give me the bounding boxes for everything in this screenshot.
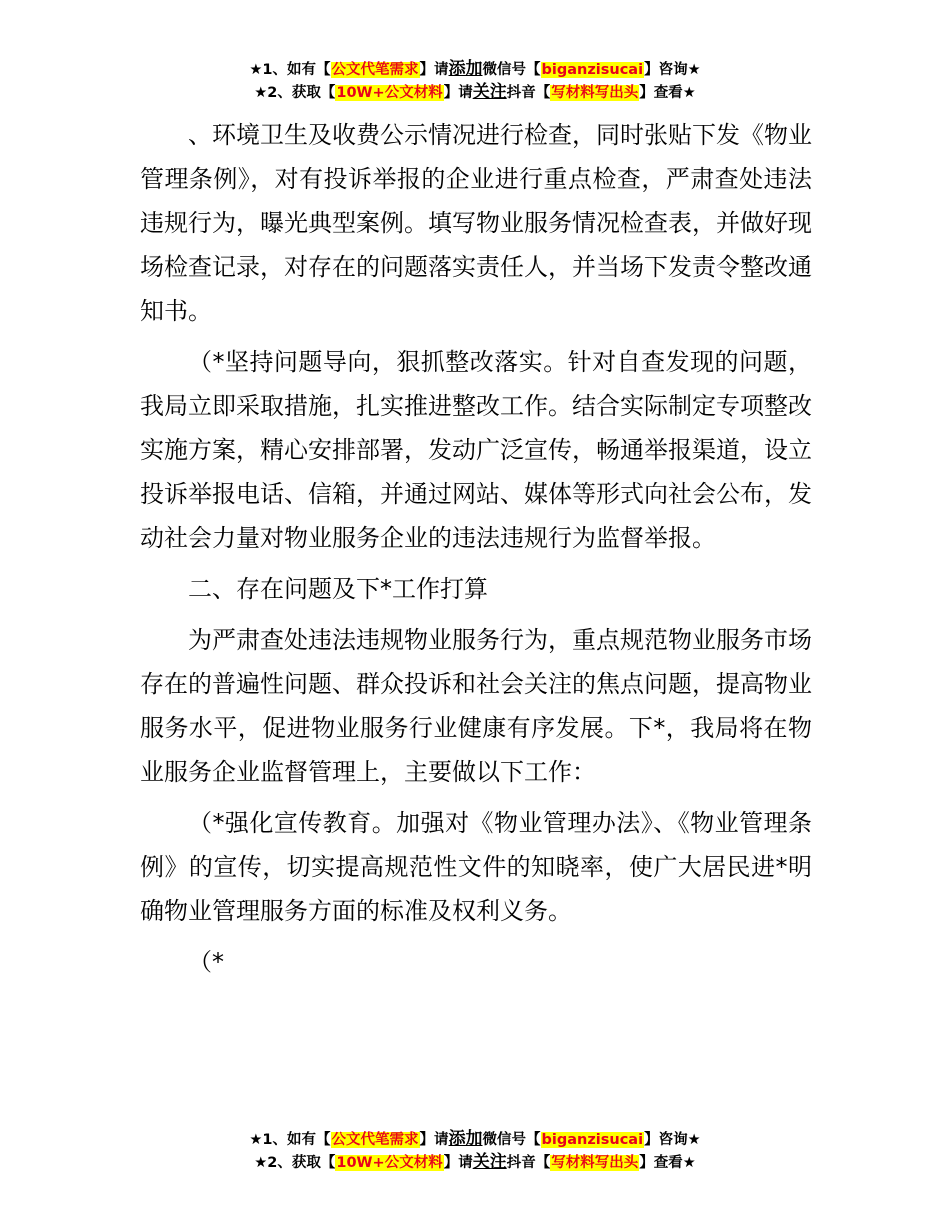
- highlight-ghostwriting: 公文代笔需求: [331, 1132, 419, 1148]
- banner-line-2: [0, 81, 950, 104]
- underlined-follow: 关注: [472, 1152, 507, 1172]
- banner-line-2: [0, 1151, 950, 1174]
- banner-text: 】咨询★: [644, 62, 701, 78]
- banner-text: ★2、获取【: [254, 1155, 336, 1171]
- banner-text: ★1、如有【: [249, 62, 331, 78]
- section-heading: 二、存在问题及下*工作打算: [188, 575, 488, 603]
- paragraph: （*强化宣传教育。加强对《物业管理办法》、《物业管理条例》的宣传，切实提高规范性文件的知晓率，使广大居民进*明确物业管理服务方面的标准及权利义务。: [140, 809, 812, 925]
- banner-text: 微信号【: [482, 62, 541, 78]
- highlight-douyin-account: 写材料写出头: [551, 85, 639, 101]
- highlight-wechat-id: biganzisucai: [541, 62, 644, 78]
- banner-text: 】请: [419, 1132, 449, 1148]
- paragraph: 、环境卫生及收费公示情况进行检查，同时张贴下发《物业管理条例》，对有投诉举报的企业进行重点检查，严肃查处违法违规行为，曝光典型案例。填写物业服务情况检查表，并做好现场检查记录，对存在的问题落实责任人，并当场下发责令整改通知书。: [140, 121, 812, 325]
- banner-line-1: [0, 58, 950, 81]
- footer-banner: [0, 1128, 950, 1174]
- banner-text: 抖音【: [506, 1155, 551, 1171]
- underlined-add: 添加: [448, 1129, 483, 1149]
- banner-text: 】咨询★: [644, 1132, 701, 1148]
- paragraph: （*: [188, 948, 224, 976]
- highlight-ghostwriting: 公文代笔需求: [331, 62, 419, 78]
- banner-line-1: [0, 1128, 950, 1151]
- underlined-add: 添加: [448, 59, 483, 79]
- banner-text: 】请: [443, 1155, 473, 1171]
- highlight-materials: 10W+公文材料: [336, 85, 443, 101]
- banner-text: 微信号【: [482, 1132, 541, 1148]
- paragraph: 为严肃查处违法违规物业服务行为，重点规范物业服务市场存在的普遍性问题、群众投诉和社会关注的焦点问题，提高物业服务水平，促进物业服务行业健康有序发展。下*，我局将在物业服务企业监督管理上，主要做以下工作：: [140, 626, 812, 786]
- header-banner: [0, 58, 950, 104]
- paragraph: （*坚持问题导向，狠抓整改落实。针对自查发现的问题，我局立即采取措施，扎实推进整改工作。结合实际制定专项整改实施方案，精心安排部署，发动广泛宣传，畅通举报渠道，设立投诉举报电话、信箱，并通过网站、媒体等形式向社会公布，发动社会力量对物业服务企业的违法违规行为监督举报。: [140, 348, 812, 552]
- banner-text: 】查看★: [639, 1155, 696, 1171]
- highlight-douyin-account: 写材料写出头: [551, 1155, 639, 1171]
- highlight-wechat-id: biganzisucai: [541, 1132, 644, 1148]
- banner-text: ★2、获取【: [254, 85, 336, 101]
- banner-text: 】请: [443, 85, 473, 101]
- banner-text: 】请: [419, 62, 449, 78]
- document-body: [140, 113, 812, 991]
- highlight-materials: 10W+公文材料: [336, 1155, 443, 1171]
- banner-text: 抖音【: [506, 85, 551, 101]
- banner-text: ★1、如有【: [249, 1132, 331, 1148]
- underlined-follow: 关注: [472, 82, 507, 102]
- banner-text: 】查看★: [639, 85, 696, 101]
